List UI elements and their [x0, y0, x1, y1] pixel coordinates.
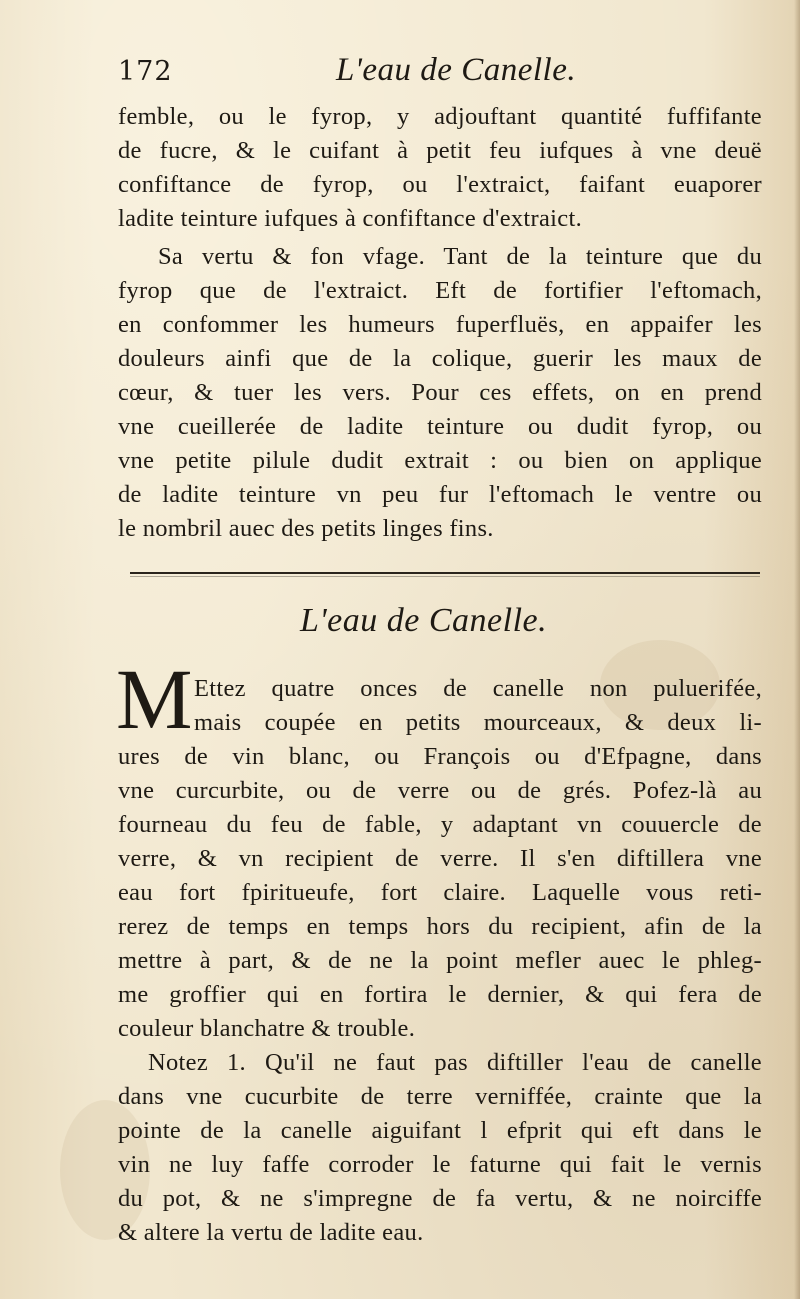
text-line: douleurs ainfi que de la colique, guerir les maux de: [118, 345, 762, 372]
text-line: de fucre, & le cuifant à petit feu iufques à vne deuë: [118, 137, 762, 164]
text-line: vne cueillerée de ladite teinture ou dudit fyrop, ou: [118, 413, 762, 440]
text-line: confiftance de fyrop, ou l'extraict, faifant euaporer: [118, 171, 762, 198]
text-line: eau fort fpiritueufe, fort claire. Laquelle vous reti-: [118, 879, 762, 906]
page-number: 172: [118, 56, 173, 87]
running-title: L'eau de Canelle.: [336, 52, 577, 88]
text-line: vne petite pilule dudit extrait : ou bien on applique: [118, 447, 762, 474]
section-title: L'eau de Canelle.: [300, 602, 548, 639]
text-line: couleur blanchatre & trouble.: [118, 1015, 416, 1042]
running-head: [118, 52, 758, 96]
text-line: vin ne luy faffe corroder le faturne qui fait le vernis: [118, 1151, 762, 1178]
text-line: Sa vertu & fon vfage. Tant de la teinture que du: [158, 243, 762, 270]
text-line: de ladite teinture vn peu fur l'eftomach le ventre ou: [118, 481, 762, 508]
text-line: du pot, & ne s'impregne de fa vertu, & ne noirciffe: [118, 1185, 762, 1212]
text-line: cœur, & tuer les vers. Pour ces effets, on en prend: [118, 379, 762, 406]
text-line: en confommer les humeurs fuperfluës, en appaifer les: [118, 311, 762, 338]
page-edge-shadow: [794, 0, 800, 1299]
text-line: le nombril auec des petits linges fins.: [118, 515, 494, 542]
section-divider-rule: [130, 572, 760, 574]
text-line: femble, ou le fyrop, y adjouftant quantité fuffifante: [118, 103, 762, 130]
text-line: verre, & vn recipient de verre. Il s'en diftillera vne: [118, 845, 762, 872]
text-line: mais coupée en petits mourceaux, & deux li-: [194, 709, 762, 736]
text-line: Notez 1. Qu'il ne faut pas diftiller l'eau de canelle: [148, 1049, 762, 1076]
text-line: rerez de temps en temps hors du recipient, afin de la: [118, 913, 762, 940]
text-line: mettre à part, & de ne la point mefler auec le phleg-: [118, 947, 762, 974]
text-line: fourneau du feu de fable, y adaptant vn couuercle de: [118, 811, 762, 838]
text-line: me groffier qui en fortira le dernier, & qui fera de: [118, 981, 762, 1008]
text-line: vne curcurbite, ou de verre ou de grés. Pofez-là au: [118, 777, 762, 804]
text-line: dans vne cucurbite de terre verniffée, crainte que la: [118, 1083, 762, 1110]
text-line: & altere la vertu de ladite eau.: [118, 1219, 424, 1246]
text-line: ladite teinture iufques à confiftance d'extraict.: [118, 205, 582, 232]
drop-cap: M: [116, 651, 193, 747]
text-line: Ettez quatre onces de canelle non puluerifée,: [194, 675, 762, 702]
text-line: ures de vin blanc, ou François ou d'Efpagne, dans: [118, 743, 762, 770]
text-line: pointe de la canelle aiguifant l efprit qui eft dans le: [118, 1117, 762, 1144]
text-line: fyrop que de l'extraict. Eft de fortifier l'eftomach,: [118, 277, 762, 304]
